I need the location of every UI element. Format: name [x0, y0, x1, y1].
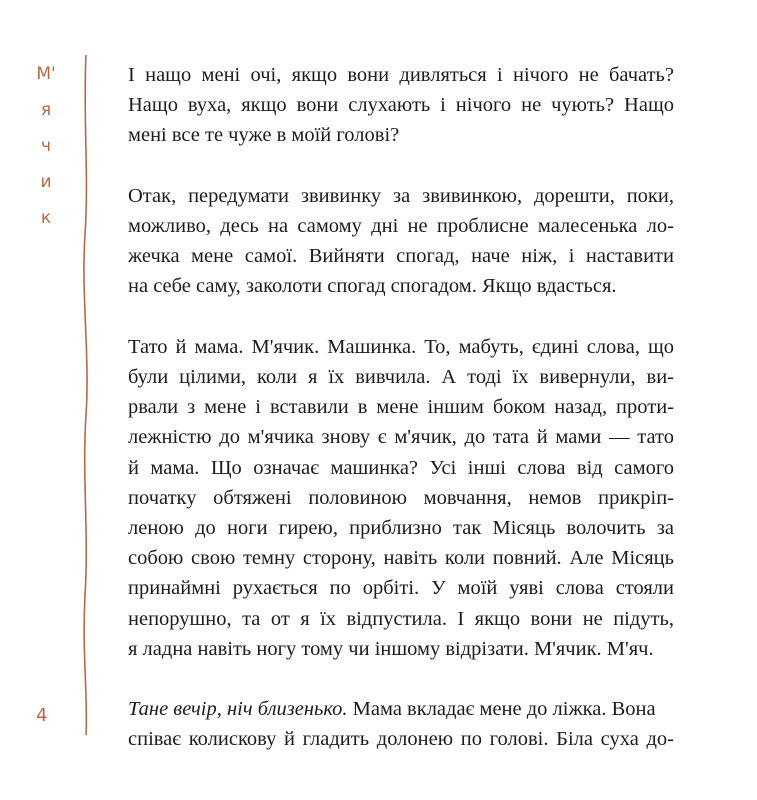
title-letter: и — [40, 172, 52, 192]
title-letter: к — [40, 208, 52, 228]
text-line: мені все те чуже в моїй голові? — [128, 124, 400, 147]
text-line: й мама. Що означає машинка? Усі інші слова від самого — [128, 456, 674, 479]
paragraph-1 — [128, 60, 674, 151]
text-line — [128, 694, 674, 724]
text-line: Нащо вуха, якщо вони слухають і нічого не чують? Нащо — [128, 94, 674, 117]
wavy-margin-line — [74, 55, 98, 735]
vertical-chapter-title — [34, 66, 58, 246]
line-rest: Мама вкладає мене до ліжка. Вона — [347, 698, 656, 721]
text-line: леною до ноги гирею, приблизно так Місяць волочить за — [128, 517, 674, 540]
page-number: 4 — [36, 705, 48, 726]
text-line: непорушно, та от я їх відпустила. І якщо вони не підуть, — [128, 607, 674, 630]
text-line: на себе саму, заколоти спогад спогадом. Якщо вдасться. — [128, 275, 617, 298]
text-line: рвали з мене і вставили в мене іншим боком назад, проти- — [128, 396, 674, 419]
text-line: були цілими, коли я їх вивчила. А тоді їх вивернули, ви- — [128, 366, 674, 388]
text-line: Тато й мама. М'ячик. Машинка. То, мабуть, єдині слова, що — [128, 335, 674, 358]
text-line: собою свою темну сторону, навіть коли повний. Але Місяць — [128, 547, 674, 570]
text-line: я ладна навіть ногу тому чи іншому відрізати. М'ячик. М'яч. — [128, 637, 654, 660]
text-line: можливо, десь на самому дні не проблисне малесенька ло- — [128, 215, 674, 237]
paragraph-3 — [128, 332, 674, 664]
italic-lead: Тане вечір, ніч близенько. — [128, 698, 348, 721]
text-line: жечка мене самої. Вийняти спогад, наче ніж, і наставити — [128, 245, 674, 268]
title-letter: я — [40, 100, 52, 120]
body-text — [128, 60, 674, 755]
title-letter: М' — [36, 64, 56, 84]
text-line: принаймні рухається по орбіті. У моїй уяві слова стояли — [128, 577, 674, 600]
text-line: співає колискову й гладить долонею по голові. Біла суха до- — [128, 728, 674, 751]
text-line: початку обтяжені половиною мовчання, немов прикріп- — [128, 486, 674, 509]
text-line: лежністю до м'ячика знову є м'ячик, до тата й мами — тато — [128, 426, 674, 449]
paragraph-4 — [128, 694, 674, 754]
paragraph-2 — [128, 181, 674, 302]
title-letter: ч — [40, 136, 52, 156]
text-line: І нащо мені очі, якщо вони дивляться і нічого не бачать? — [128, 64, 674, 86]
text-line: Отак, передумати звивинку за звивинкою, дорешти, поки, — [128, 184, 674, 207]
